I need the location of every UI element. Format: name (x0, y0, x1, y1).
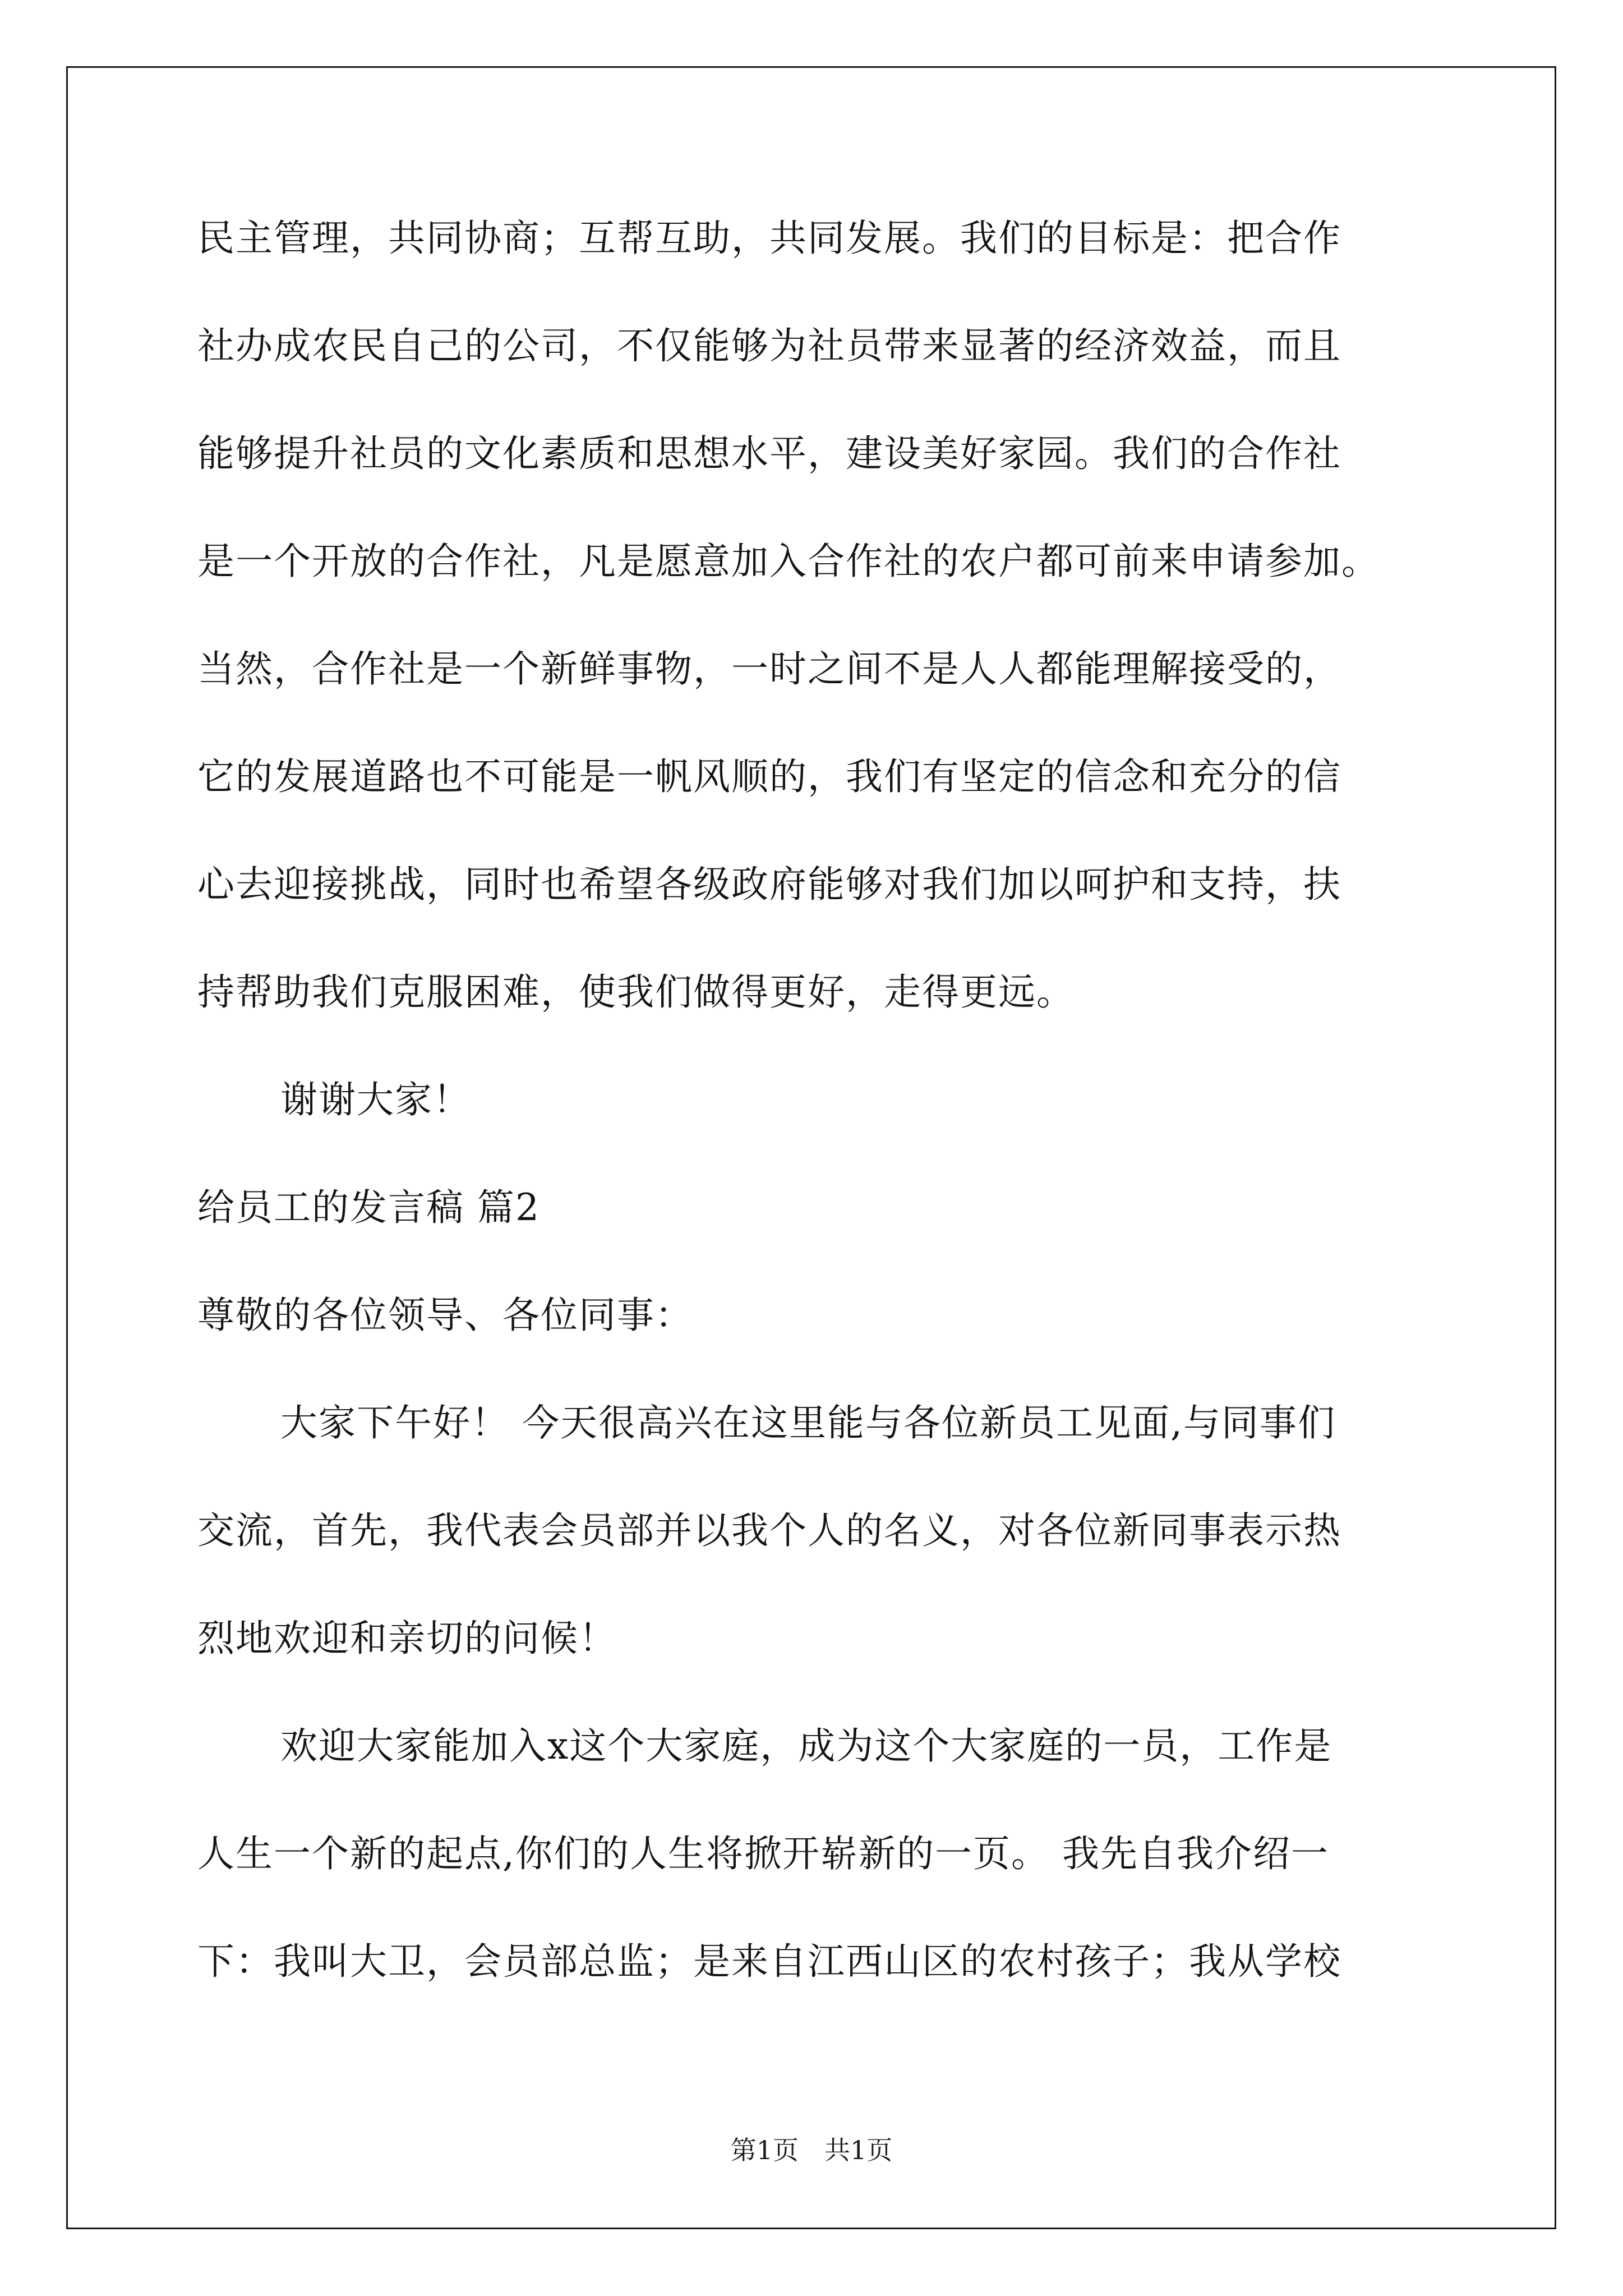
closing-thanks: 谢谢大家！ (280, 1078, 471, 1121)
paragraph-line: 社办成农民自己的公司，不仅能够为社员带来显著的经济效益，而且 (197, 324, 1341, 367)
page-footer: 第1页 共1页 (730, 2135, 893, 2165)
paragraph-line: 心去迎接挑战，同时也希望各级政府能够对我们加以呵护和支持，扶 (197, 863, 1341, 906)
paragraph-line: 大家下午好！ 今天很高兴在这里能与各位新员工见面,与同事们 (280, 1401, 1336, 1444)
paragraph-line: 当然，合作社是一个新鲜事物，一时之间不是人人都能理解接受的， (197, 647, 1341, 691)
paragraph-line: 持帮助我们克服困难，使我们做得更好，走得更远。 (197, 970, 1075, 1014)
paragraph-line: 烈地欢迎和亲切的问候！ (197, 1617, 617, 1660)
salutation: 尊敬的各位领导、各位同事： (197, 1294, 693, 1337)
paragraph-line: 欢迎大家能加入x这个大家庭，成为这个大家庭的一员，工作是 (280, 1724, 1332, 1768)
paragraph-line: 能够提升社员的文化素质和思想水平，建设美好家园。我们的合作社 (197, 432, 1341, 475)
paragraph-line: 是一个开放的合作社，凡是愿意加入合作社的农户都可前来申请参加。 (197, 540, 1380, 583)
document-body (197, 217, 1431, 2051)
paragraph-line: 下：我叫大卫，会员部总监；是来自江西山区的农村孩子；我从学校 (197, 1940, 1341, 1983)
paragraph-line: 交流，首先，我代表会员部并以我个人的名义，对各位新同事表示热 (197, 1509, 1341, 1552)
paragraph-line: 民主管理，共同协商；互帮互助，共同发展。我们的目标是：把合作 (197, 217, 1341, 260)
section-title: 给员工的发言稿 篇2 (197, 1186, 540, 1229)
paragraph-line: 它的发展道路也不可能是一帆风顺的，我们有坚定的信念和充分的信 (197, 755, 1341, 798)
paragraph-line: 人生一个新的起点,你们的人生将掀开崭新的一页。 我先自我介绍一 (197, 1832, 1329, 1875)
